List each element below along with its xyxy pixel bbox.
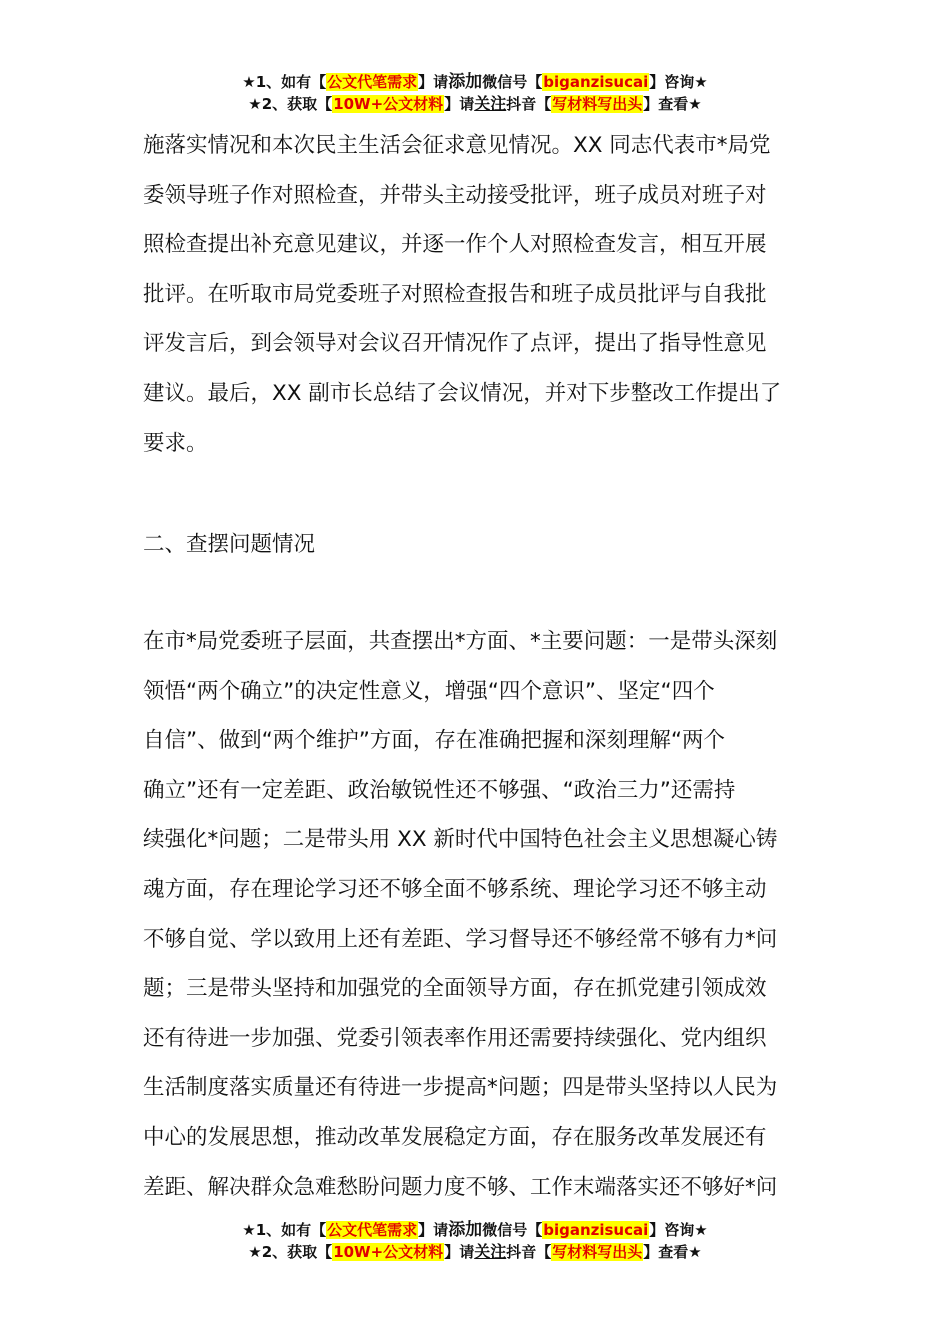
banner-line-1-mid2: 微信号【 xyxy=(482,1221,543,1239)
paragraph-line: 在市*局党委班子层面，共查摆出*方面、*主要问题：一是带头深刻 xyxy=(143,629,778,654)
paragraph-line: 要求。 xyxy=(143,430,208,456)
paragraph-line: 评发言后，到会领导对会议召开情况作了点评，提出了指导性意见 xyxy=(143,331,767,357)
paragraph-line: 中心的发展思想，推动改革发展稳定方面，存在服务改革发展还有 xyxy=(143,1124,767,1150)
banner-line-2-suffix: 】查看★ xyxy=(643,1243,702,1261)
paragraph-line: 批评。在听取市局党委班子对照检查报告和班子成员批评与自我批 xyxy=(143,281,767,307)
banner-line-2 xyxy=(0,93,950,115)
banner-line-1-prefix: ★1、如有【 xyxy=(242,73,327,91)
paragraph-line: 确立”还有一定差距、政治敏锐性还不够强、“政治三力”还需持 xyxy=(143,777,736,803)
banner-line-1-mid1: 】请 xyxy=(418,1221,449,1239)
banner-line-2-highlight-douyin: 写材料写出头 xyxy=(552,95,643,113)
banner-line-2-prefix: ★2、获取【 xyxy=(248,95,333,113)
banner-line-1-emph: 添加 xyxy=(448,1220,483,1240)
section-heading xyxy=(143,520,809,570)
banner-line-2-highlight-douyin: 写材料写出头 xyxy=(552,1243,643,1261)
banner-line-1-suffix: 】咨询★ xyxy=(649,1221,708,1239)
banner-line-2-emph: 关注 xyxy=(474,1242,507,1261)
paragraph-line: 题；三是带头坚持和加强党的全面领导方面，存在抓党建引领成效 xyxy=(143,976,767,1002)
paragraph-line: 照检查提出补充意见建议，并逐一作个人对照检查发言，相互开展 xyxy=(143,232,767,258)
banner-line-1 xyxy=(0,71,950,93)
banner-line-2-mid2: 抖音【 xyxy=(506,95,552,113)
banner-line-2-suffix: 】查看★ xyxy=(643,95,702,113)
banner-line-2 xyxy=(0,1241,950,1263)
banner-line-2-highlight-materials: 10W+公文材料 xyxy=(333,1243,444,1261)
footer-banner xyxy=(0,1219,950,1263)
banner-line-1-suffix: 】咨询★ xyxy=(649,73,708,91)
paragraph-line: 施落实情况和本次民主生活会征求意见情况。XX 同志代表市*局党 xyxy=(143,133,771,158)
banner-line-2-mid1: 】请 xyxy=(444,95,475,113)
section-heading-text: 二、查摆问题情况 xyxy=(143,532,316,557)
paragraph-line: 还有待进一步加强、党委引领表率作用还需要持续强化、党内组织 xyxy=(143,1025,767,1051)
paragraph-line: 差距、解决群众急难愁盼问题力度不够、工作末端落实还不够好*问 xyxy=(143,1174,778,1200)
banner-line-2-prefix: ★2、获取【 xyxy=(248,1243,333,1261)
paragraph-line: 不够自觉、学以致用上还有差距、学习督导还不够经常不够有力*问 xyxy=(143,926,778,952)
banner-line-1 xyxy=(0,1219,950,1241)
paragraph-line: 生活制度落实质量还有待进一步提高*问题；四是带头坚持以人民为 xyxy=(143,1075,778,1101)
banner-line-1-highlight-wechat: biganzisucai xyxy=(543,1221,649,1239)
paragraph-line: 建议。最后，XX 副市长总结了会议情况，并对下步整改工作提出了 xyxy=(143,380,782,406)
banner-line-1-highlight-service: 公文代笔需求 xyxy=(327,73,418,91)
body-paragraph-2 xyxy=(143,617,809,1212)
banner-line-1-prefix: ★1、如有【 xyxy=(242,1221,327,1239)
paragraph-line: 续强化*问题；二是带头用 XX 新时代中国特色社会主义思想凝心铸 xyxy=(143,827,778,853)
banner-line-2-mid2: 抖音【 xyxy=(506,1243,552,1261)
paragraph-line: 领悟“两个确立”的决定性意义，增强“四个意识”、坚定“四个 xyxy=(143,678,715,704)
body-paragraph-1 xyxy=(143,121,809,468)
paragraph-line: 自信”、做到“两个维护”方面，存在准确把握和深刻理解“两个 xyxy=(143,728,726,754)
banner-line-1-highlight-service: 公文代笔需求 xyxy=(327,1221,418,1239)
paragraph-line: 魂方面，存在理论学习还不够全面不够系统、理论学习还不够主动 xyxy=(143,876,767,902)
banner-line-1-mid2: 微信号【 xyxy=(482,73,543,91)
banner-line-2-mid1: 】请 xyxy=(444,1243,475,1261)
banner-line-1-mid1: 】请 xyxy=(418,73,449,91)
banner-line-2-emph: 关注 xyxy=(474,94,507,113)
header-banner xyxy=(0,71,950,115)
banner-line-1-emph: 添加 xyxy=(448,72,483,92)
banner-line-2-highlight-materials: 10W+公文材料 xyxy=(333,95,444,113)
paragraph-line: 委领导班子作对照检查，并带头主动接受批评，班子成员对班子对 xyxy=(143,182,767,208)
banner-line-1-highlight-wechat: biganzisucai xyxy=(543,73,649,91)
